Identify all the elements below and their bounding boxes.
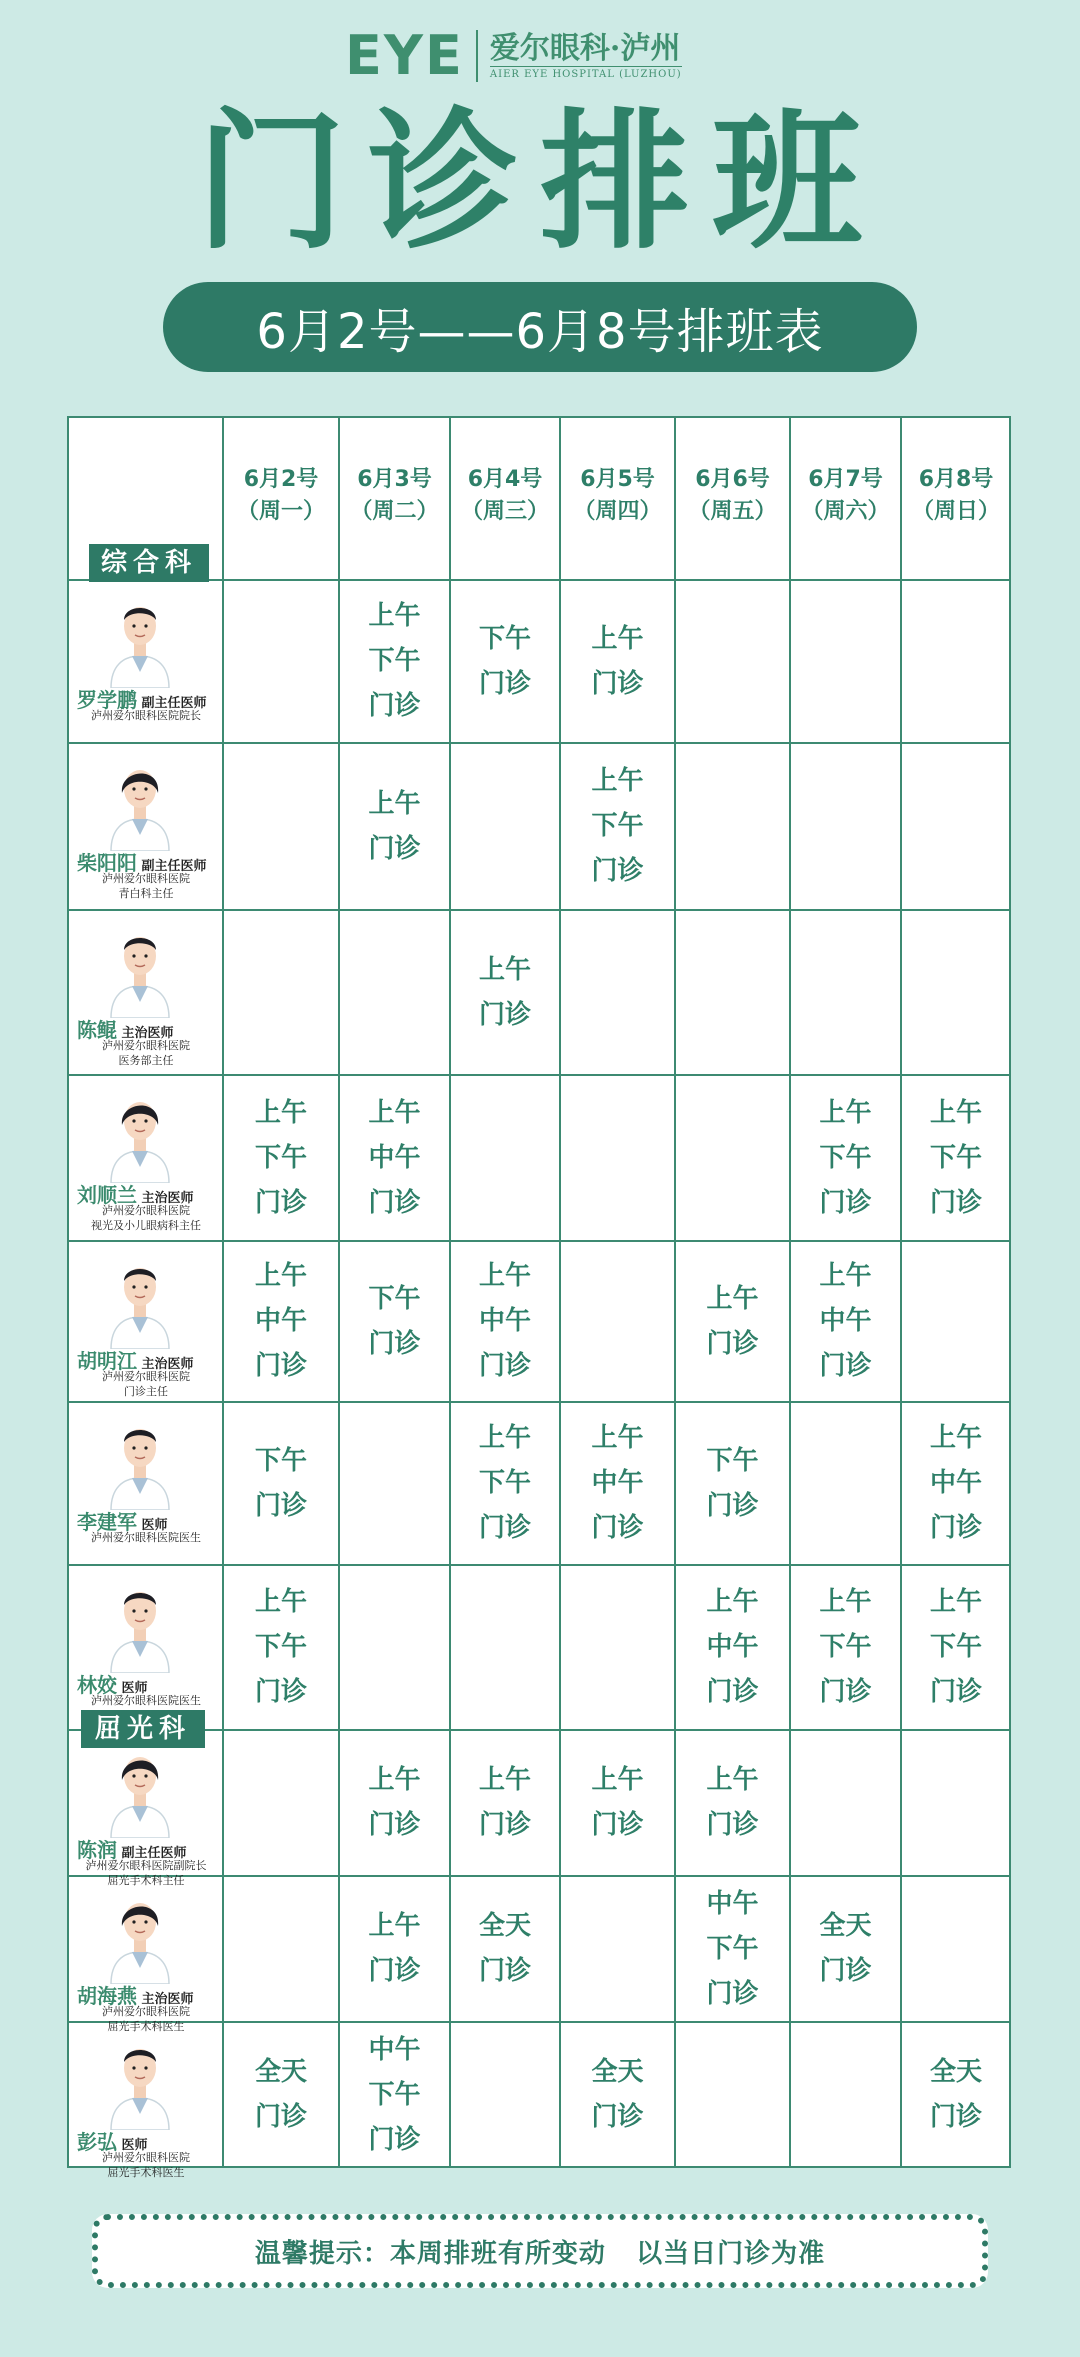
schedule-slot-line: 下午 bbox=[819, 1632, 872, 1662]
doctor-name: 林姣 bbox=[77, 1673, 117, 1697]
schedule-slot-line: 上午 bbox=[368, 1765, 421, 1795]
schedule-slot-line: 上午 bbox=[591, 624, 644, 654]
logo-mark: EYE bbox=[345, 24, 464, 87]
schedule-slot bbox=[901, 2050, 1011, 2140]
schedule-slot-line: 门诊 bbox=[591, 1513, 644, 1543]
schedule-slot-line: 门诊 bbox=[254, 1491, 307, 1521]
doctor-affiliation: 屈光手术科主任 bbox=[107, 1874, 185, 1887]
day-date: 6月8号 bbox=[918, 467, 994, 492]
day-header bbox=[901, 464, 1011, 528]
date-range-banner bbox=[163, 282, 917, 372]
day-weekday: （周二） bbox=[350, 499, 439, 524]
schedule-slot bbox=[560, 759, 675, 894]
schedule-slot-line: 中午 bbox=[254, 1306, 307, 1336]
schedule-slot-line: 上午 bbox=[929, 1098, 982, 1128]
schedule-slot-line: 上午 bbox=[819, 1098, 872, 1128]
doctor-photo bbox=[105, 2034, 175, 2130]
schedule-slot-line: 门诊 bbox=[591, 2102, 644, 2132]
schedule-slot-line: 上午 bbox=[254, 1261, 307, 1291]
schedule-slot bbox=[450, 1904, 560, 1994]
schedule-slot bbox=[790, 1904, 901, 1994]
schedule-slot bbox=[450, 1758, 560, 1848]
doctor-affiliation: 屈光手术科医生 bbox=[107, 2020, 185, 2033]
doctor-title: 主治医师 bbox=[137, 1191, 194, 1206]
schedule-slot-line: 上午 bbox=[929, 1587, 982, 1617]
schedule-slot-line: 下午 bbox=[368, 1284, 421, 1314]
doctor-name: 柴阳阳 bbox=[77, 851, 137, 875]
doctor-name: 陈鲲 bbox=[77, 1018, 117, 1042]
schedule-slot-line: 上午 bbox=[368, 601, 421, 631]
doctor-affiliation: 泸州爱尔眼科医院院长 bbox=[91, 709, 201, 722]
day-weekday: （周三） bbox=[460, 499, 549, 524]
schedule-slot-line: 下午 bbox=[478, 1468, 531, 1498]
day-weekday: （周日） bbox=[911, 499, 1000, 524]
doctor-title: 主治医师 bbox=[117, 1026, 174, 1041]
schedule-slot-line: 中午 bbox=[706, 1889, 759, 1919]
schedule-slot-line: 门诊 bbox=[478, 1513, 531, 1543]
schedule-slot-line: 门诊 bbox=[706, 1329, 759, 1359]
doctor-name: 罗学鹏 bbox=[77, 688, 137, 712]
schedule-slot-line: 上午 bbox=[254, 1587, 307, 1617]
schedule-slot bbox=[339, 2028, 450, 2163]
notice-text: 温馨提示：本周排班有所变动 以当日门诊为准 bbox=[254, 2238, 826, 2269]
schedule-slot bbox=[790, 1091, 901, 1226]
doctor-affiliation: 泸州爱尔眼科医院 bbox=[102, 2151, 190, 2164]
schedule-slot bbox=[339, 594, 450, 729]
doctor-name: 彭弘 bbox=[77, 2130, 117, 2154]
schedule-slot-line: 上午 bbox=[591, 766, 644, 796]
doctor-affiliation: 门诊主任 bbox=[124, 1385, 168, 1398]
doctor-affiliation: 泸州爱尔眼科医院医生 bbox=[91, 1694, 201, 1707]
doctor-title: 医师 bbox=[117, 2138, 148, 2153]
schedule-slot-line: 下午 bbox=[929, 1143, 982, 1173]
schedule-slot-line: 门诊 bbox=[706, 1491, 759, 1521]
doctor-affiliation: 泸州爱尔眼科医院 bbox=[102, 1204, 190, 1217]
schedule-slot-line: 上午 bbox=[368, 789, 421, 819]
doctor-affiliation: 泸州爱尔眼科医院 bbox=[102, 2005, 190, 2018]
schedule-table bbox=[67, 416, 1011, 2179]
schedule-slot-line: 门诊 bbox=[478, 1351, 531, 1381]
page-title: 门诊排班 bbox=[195, 96, 884, 270]
doctor-affiliation: 泸州爱尔眼科医院副院长 bbox=[85, 1859, 207, 1872]
schedule-slot-line: 全天 bbox=[929, 2057, 982, 2087]
doctor-title: 副主任医师 bbox=[137, 859, 207, 874]
doctor-title: 医师 bbox=[137, 1518, 168, 1533]
schedule-slot-line: 门诊 bbox=[254, 1188, 307, 1218]
schedule-slot-line: 门诊 bbox=[929, 1188, 982, 1218]
doctor-cell bbox=[67, 1075, 223, 1241]
schedule-slot-line: 门诊 bbox=[706, 1810, 759, 1840]
schedule-slot-line: 门诊 bbox=[368, 1810, 421, 1840]
doctor-title: 副主任医师 bbox=[137, 696, 207, 711]
schedule-slot-line: 门诊 bbox=[591, 856, 644, 886]
doctor-affiliation: 屈光手术科医生 bbox=[107, 2166, 185, 2179]
department-tag-refractive: 屈光科 bbox=[81, 1710, 205, 1748]
schedule-slot-line: 下午 bbox=[591, 811, 644, 841]
schedule-slot-line: 上午 bbox=[819, 1261, 872, 1291]
schedule-slot-line: 门诊 bbox=[254, 1351, 307, 1381]
doctor-photo bbox=[105, 1888, 175, 1984]
schedule-slot-line: 门诊 bbox=[368, 1329, 421, 1359]
doctor-title: 医师 bbox=[117, 1681, 148, 1696]
schedule-slot-line: 门诊 bbox=[591, 1810, 644, 1840]
schedule-slot-line: 上午 bbox=[706, 1284, 759, 1314]
schedule-slot bbox=[790, 1254, 901, 1389]
doctor-cell bbox=[67, 1565, 223, 1730]
day-weekday: （周一） bbox=[236, 499, 325, 524]
doctor-cell bbox=[67, 1241, 223, 1402]
schedule-slot-line: 中午 bbox=[929, 1468, 982, 1498]
schedule-slot-line: 上午 bbox=[706, 1587, 759, 1617]
day-header bbox=[675, 464, 790, 528]
schedule-slot-line: 上午 bbox=[478, 1261, 531, 1291]
schedule-slot bbox=[790, 1580, 901, 1715]
schedule-slot bbox=[450, 1416, 560, 1551]
schedule-slot-line: 门诊 bbox=[819, 1188, 872, 1218]
schedule-slot-line: 上午 bbox=[591, 1423, 644, 1453]
date-range-text: 6月2号——6月8号排班表 bbox=[256, 303, 824, 360]
schedule-slot-line: 门诊 bbox=[929, 2102, 982, 2132]
schedule-slot-line: 门诊 bbox=[819, 1956, 872, 1986]
day-weekday: （周六） bbox=[801, 499, 890, 524]
logo-english-name: AIER EYE HOSPITAL (LUZHOU) bbox=[490, 66, 682, 80]
schedule-slot bbox=[675, 1580, 790, 1715]
schedule-slot-line: 门诊 bbox=[368, 1956, 421, 1986]
doctor-title: 副主任医师 bbox=[117, 1846, 187, 1861]
schedule-slot bbox=[901, 1091, 1011, 1226]
schedule-slot-line: 中午 bbox=[706, 1632, 759, 1662]
schedule-slot bbox=[560, 1416, 675, 1551]
schedule-slot-line: 上午 bbox=[254, 1098, 307, 1128]
day-date: 6月6号 bbox=[695, 467, 770, 492]
doctor-photo bbox=[105, 922, 175, 1018]
doctor-name: 刘顺兰 bbox=[77, 1183, 137, 1207]
schedule-slot-line: 门诊 bbox=[478, 1810, 531, 1840]
schedule-slot bbox=[675, 1882, 790, 2017]
schedule-slot-line: 中午 bbox=[368, 1143, 421, 1173]
schedule-slot bbox=[339, 1904, 450, 1994]
doctor-photo bbox=[105, 1253, 175, 1349]
day-date: 6月4号 bbox=[467, 467, 543, 492]
doctor-cell bbox=[67, 1402, 223, 1565]
schedule-slot-line: 门诊 bbox=[254, 2102, 307, 2132]
day-header bbox=[450, 464, 560, 528]
schedule-slot-line: 门诊 bbox=[478, 669, 531, 699]
doctor-photo bbox=[105, 592, 175, 688]
schedule-slot-line: 门诊 bbox=[368, 1188, 421, 1218]
schedule-slot-line: 门诊 bbox=[478, 1000, 531, 1030]
hospital-logo bbox=[345, 26, 682, 86]
logo-divider bbox=[476, 30, 478, 82]
doctor-title: 主治医师 bbox=[137, 1992, 194, 2007]
logo-chinese-name: 爱尔眼科·泸州 bbox=[489, 31, 681, 66]
schedule-slot bbox=[223, 1254, 339, 1389]
schedule-slot bbox=[223, 1580, 339, 1715]
logo-text bbox=[490, 32, 682, 80]
doctor-cell bbox=[67, 580, 223, 743]
schedule-slot bbox=[450, 1254, 560, 1389]
schedule-slot-line: 上午 bbox=[591, 1765, 644, 1795]
schedule-slot-line: 上午 bbox=[478, 955, 531, 985]
doctor-photo bbox=[105, 1087, 175, 1183]
day-date: 6月2号 bbox=[243, 467, 319, 492]
schedule-slot-line: 中午 bbox=[819, 1306, 872, 1336]
department-tag-general: 综合科 bbox=[89, 544, 209, 582]
doctor-affiliation: 视光及小儿眼病科主任 bbox=[91, 1219, 201, 1232]
schedule-slot-line: 下午 bbox=[254, 1632, 307, 1662]
doctor-cell bbox=[67, 743, 223, 910]
schedule-slot bbox=[339, 1758, 450, 1848]
doctor-name: 陈润 bbox=[77, 1838, 117, 1862]
schedule-slot bbox=[675, 1439, 790, 1529]
schedule-slot-line: 门诊 bbox=[478, 1956, 531, 1986]
day-header bbox=[223, 464, 339, 528]
schedule-slot-line: 门诊 bbox=[819, 1351, 872, 1381]
schedule-slot-line: 全天 bbox=[819, 1911, 872, 1941]
schedule-slot-line: 中午 bbox=[368, 2035, 421, 2065]
schedule-slot bbox=[339, 782, 450, 872]
schedule-slot-line: 门诊 bbox=[254, 1677, 307, 1707]
schedule-slot-line: 下午 bbox=[706, 1934, 759, 1964]
doctor-affiliation: 泸州爱尔眼科医院 bbox=[102, 1039, 190, 1052]
schedule-slot-line: 下午 bbox=[254, 1143, 307, 1173]
schedule-slot-line: 上午 bbox=[368, 1098, 421, 1128]
doctor-photo bbox=[105, 1742, 175, 1838]
schedule-slot bbox=[223, 1439, 339, 1529]
schedule-slot-line: 门诊 bbox=[929, 1513, 982, 1543]
schedule-slot bbox=[223, 1091, 339, 1226]
doctor-photo bbox=[105, 1577, 175, 1673]
schedule-slot-line: 中午 bbox=[591, 1468, 644, 1498]
schedule-slot-line: 上午 bbox=[368, 1911, 421, 1941]
schedule-slot-line: 全天 bbox=[254, 2057, 307, 2087]
schedule-slot-line: 门诊 bbox=[368, 2125, 421, 2155]
schedule-slot-line: 下午 bbox=[819, 1143, 872, 1173]
schedule-slot bbox=[560, 617, 675, 707]
doctor-name: 胡明江 bbox=[77, 1349, 137, 1373]
day-date: 6月3号 bbox=[357, 467, 432, 492]
doctor-photo bbox=[105, 1414, 175, 1510]
schedule-slot bbox=[450, 617, 560, 707]
schedule-slot-line: 上午 bbox=[478, 1765, 531, 1795]
day-weekday: （周五） bbox=[688, 499, 777, 524]
schedule-slot-line: 上午 bbox=[819, 1587, 872, 1617]
doctor-affiliation: 医务部主任 bbox=[118, 1054, 174, 1067]
schedule-slot-line: 下午 bbox=[929, 1632, 982, 1662]
schedule-slot bbox=[339, 1091, 450, 1226]
schedule-slot bbox=[675, 1758, 790, 1848]
schedule-slot bbox=[901, 1416, 1011, 1551]
doctor-cell bbox=[67, 910, 223, 1075]
doctor-cell bbox=[67, 1730, 223, 1887]
doctor-affiliation: 泸州爱尔眼科医院医生 bbox=[91, 1531, 201, 1544]
schedule-slot-line: 门诊 bbox=[368, 834, 421, 864]
doctor-affiliation: 泸州爱尔眼科医院 bbox=[102, 1370, 190, 1383]
schedule-slot bbox=[901, 1580, 1011, 1715]
schedule-slot-line: 门诊 bbox=[706, 1677, 759, 1707]
schedule-slot-line: 下午 bbox=[368, 2080, 421, 2110]
schedule-slot bbox=[450, 948, 560, 1038]
day-weekday: （周四） bbox=[573, 499, 662, 524]
doctor-cell bbox=[67, 2022, 223, 2179]
day-header bbox=[560, 464, 675, 528]
schedule-slot-line: 下午 bbox=[254, 1446, 307, 1476]
day-header bbox=[339, 464, 450, 528]
schedule-slot-line: 门诊 bbox=[706, 1979, 759, 2009]
notice-box bbox=[92, 2214, 988, 2288]
schedule-slot bbox=[223, 2050, 339, 2140]
schedule-slot bbox=[675, 1277, 790, 1367]
schedule-slot-line: 下午 bbox=[368, 646, 421, 676]
schedule-slot bbox=[560, 1758, 675, 1848]
schedule-slot-line: 门诊 bbox=[929, 1677, 982, 1707]
schedule-slot-line: 上午 bbox=[706, 1765, 759, 1795]
schedule-slot-line: 上午 bbox=[929, 1423, 982, 1453]
schedule-slot-line: 下午 bbox=[478, 624, 531, 654]
schedule-slot bbox=[339, 1277, 450, 1367]
schedule-slot bbox=[560, 2050, 675, 2140]
doctor-photo bbox=[105, 755, 175, 851]
day-header bbox=[790, 464, 901, 528]
doctor-affiliation: 泸州爱尔眼科医院 bbox=[102, 872, 190, 885]
doctor-name: 胡海燕 bbox=[77, 1984, 137, 2008]
day-date: 6月5号 bbox=[580, 467, 655, 492]
day-date: 6月7号 bbox=[808, 467, 883, 492]
schedule-slot-line: 门诊 bbox=[819, 1677, 872, 1707]
doctor-name: 李建军 bbox=[77, 1510, 137, 1534]
schedule-slot-line: 全天 bbox=[591, 2057, 644, 2087]
doctor-title: 主治医师 bbox=[137, 1357, 194, 1372]
doctor-cell bbox=[67, 1876, 223, 2033]
schedule-slot-line: 门诊 bbox=[591, 669, 644, 699]
schedule-slot-line: 全天 bbox=[478, 1911, 531, 1941]
schedule-slot-line: 门诊 bbox=[368, 691, 421, 721]
schedule-slot-line: 中午 bbox=[478, 1306, 531, 1336]
doctor-affiliation: 青白科主任 bbox=[118, 887, 174, 900]
schedule-slot-line: 下午 bbox=[706, 1446, 759, 1476]
schedule-slot-line: 上午 bbox=[478, 1423, 531, 1453]
